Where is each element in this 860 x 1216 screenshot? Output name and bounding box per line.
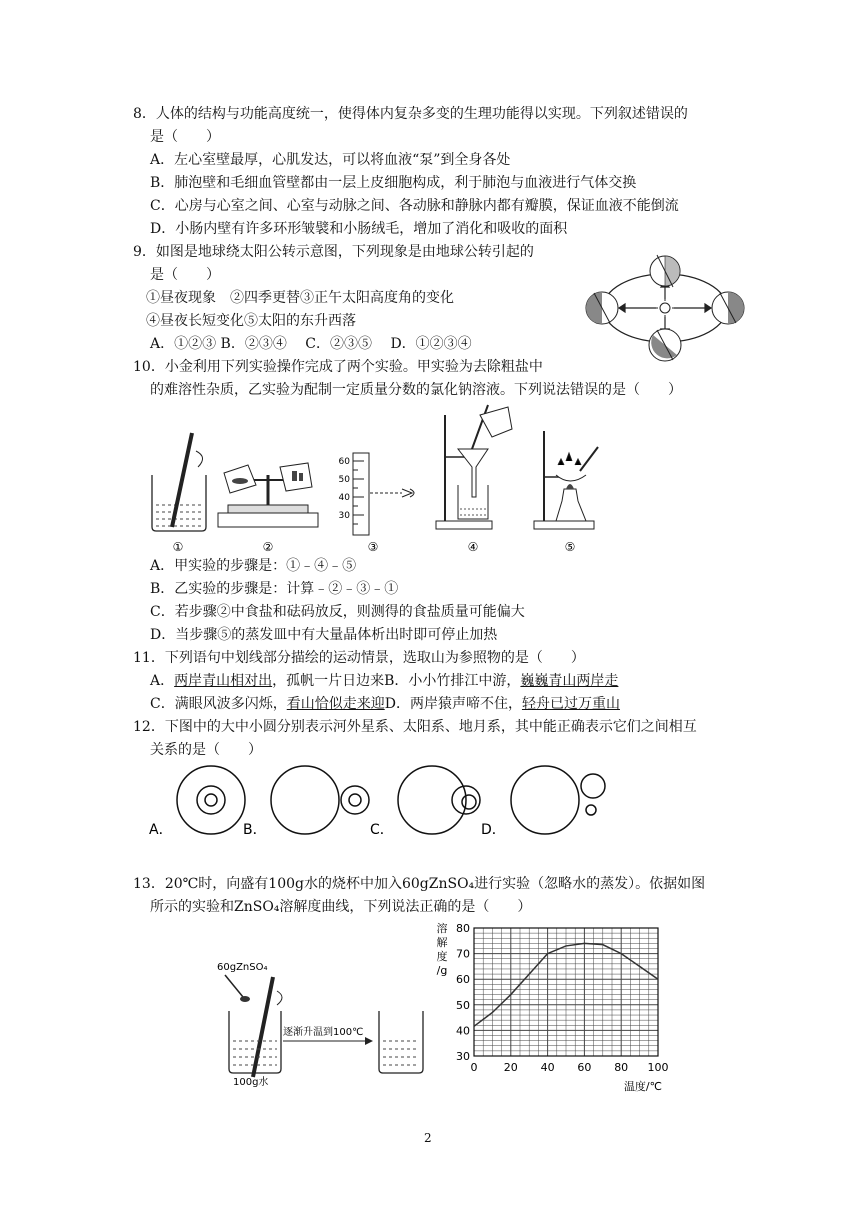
y-axis-label-4: /g [436,964,448,977]
option-a-circles [177,766,245,834]
x-tick-label: 40 [540,1061,555,1074]
q13-stem-line1: 13．20℃时，向盛有100g水的烧杯中加入60gZnSO₄进行实验（忽略水的蒸发）。依据如图 [133,876,706,892]
q11-d-underline: 轻舟已过万重山 [521,696,620,712]
q8-option-a: A．左心室壁最厚，心肌发达，可以将血液“泵”到全身各处 [150,152,511,168]
q10-option-c: C．若步骤②中食盐和砝码放反，则测得的食盐质量可能偏大 [150,604,525,620]
option-a-label: A． [149,822,173,838]
reagent-label: 60gZnSO₄ [217,962,268,973]
earth-left [586,292,618,324]
y-axis-label-2: 解 [436,936,448,949]
q8-option-b: B．肺泡壁和毛细血管壁都由一层上皮细胞构成，利于肺泡与血液进行气体交换 [150,175,637,191]
option-d-circles [511,766,605,834]
earth-top [650,255,680,287]
y-axis-label-1: 溶 [436,922,448,935]
cylinder-tick-50: 50 [338,475,350,485]
q11-options-ab: A．两岸青山相对出，孤帆一片日边来B．小小竹排江中游，巍巍青山两岸走 [150,673,619,689]
lab-apparatus-figure [140,405,620,555]
q9-options: A．①②③ B．②③④ C．②③⑤ D．①②③④ [150,336,472,352]
solubility-chart [430,918,690,1093]
q10-option-a: A．甲实验的步骤是：①﹣④﹣⑤ [150,558,357,574]
circles-options-figure [145,762,645,842]
q11-b-underline: 巍巍青山两岸走 [520,673,619,689]
y-tick-label: 60 [456,973,470,987]
filtration-setup [436,405,512,529]
q9-stem-line1: 9．如图是地球绕太阳公转示意图，下列现象是由地球公转引起的 [133,244,534,260]
x-tick-label: 0 [470,1061,478,1074]
option-d-label: D． [481,822,506,838]
option-c-label: C． [370,822,394,838]
option-b-circles [271,766,369,834]
y-tick-label: 70 [456,947,470,961]
y-axis-label-3: 度 [436,950,448,963]
earth-orbit-diagram [585,253,745,363]
beaker-stirring [152,433,206,531]
y-tick-label: 30 [456,1050,470,1063]
q11-c-underline: 看山恰似走来迎 [286,696,385,712]
x-tick-label: 100 [647,1061,669,1074]
evaporation-setup [534,431,598,529]
y-tick-label: 80 [456,922,470,935]
x-tick-label: 60 [577,1061,592,1074]
water-label: 100g水 [233,1077,269,1088]
sun-icon [655,298,675,318]
q13-stem-line2: 所示的实验和ZnSO₄溶解度曲线，下列说法正确的是（ ） [150,899,532,915]
q10-option-d: D．当步骤⑤的蒸发皿中有大量晶体析出时即可停止加热 [150,627,498,643]
x-tick-label: 80 [614,1061,629,1074]
y-tick-label: 40 [456,1024,470,1038]
q11-options-cd: C．满眼风波多闪烁，看山恰似走来迎D．两岸猿声啼不住，轻舟已过万重山 [150,696,620,712]
x-axis-label: 温度/℃ [623,1080,662,1093]
option-c-circles [398,766,480,834]
q9-items-line2: ④昼夜长短变化⑤太阳的东升西落 [146,313,356,329]
apparatus-label-3: ③ [367,540,379,554]
y-tick-label: 50 [456,998,470,1012]
graduated-cylinder [339,453,414,535]
zinc-sulfate-experiment [215,955,425,1088]
q8-stem-line2: 是（ ） [150,129,220,145]
apparatus-label-2: ② [262,540,274,554]
earth-bottom [649,329,681,361]
page-number: 2 [424,1131,432,1145]
q9-stem-line2: 是（ ） [150,267,220,283]
q8-option-c: C．心房与心室之间、心室与动脉之间、各动脉和静脉内都有瓣膜，保证血液不能倒流 [150,198,679,214]
q10-stem-line2: 的难溶性杂质，乙实验为配制一定质量分数的氯化钠溶液。下列说法错误的是（ ） [150,382,682,398]
q8-option-d: D．小肠内壁有许多环形皱襞和小肠绒毛，增加了消化和吸收的面积 [150,221,568,237]
apparatus-label-5: ⑤ [564,540,576,554]
q9-items-line1: ①昼夜现象 ②四季更替③正午太阳高度角的变化 [146,290,454,306]
q11-a-underline: 两岸青山相对出 [174,673,273,689]
q11-stem: 11．下列语句中划线部分描绘的运动情景，选取山为参照物的是（ ） [133,650,585,666]
apparatus-label-4: ④ [467,540,479,554]
y-axis-label-group [437,921,448,977]
balance-scale [218,463,318,527]
earth-right [712,292,744,324]
apparatus-label-1: ① [172,540,184,554]
q12-stem-line2: 关系的是（ ） [150,742,262,758]
q10-option-b: B．乙实验的步骤是：计算﹣②﹣③﹣① [150,581,399,597]
heating-label: 逐渐升温到100℃ [283,1027,364,1038]
cylinder-tick-40: 40 [338,493,350,503]
x-tick-label: 20 [503,1061,518,1074]
option-b-label: B． [243,822,267,838]
q8-stem-line1: 8．人体的结构与功能高度统一，使得体内复杂多变的生理功能得以实现。下列叙述错误的 [133,106,688,122]
cylinder-tick-30: 30 [338,511,350,521]
cylinder-tick-60: 60 [338,457,350,467]
q12-stem-line1: 12．下图中的大中小圆分别表示河外星系、太阳系、地月系，其中能正确表示它们之间相互 [133,719,697,735]
q10-stem-line1: 10．小金利用下列实验操作完成了两个实验。甲实验为去除粗盐中 [133,359,543,375]
